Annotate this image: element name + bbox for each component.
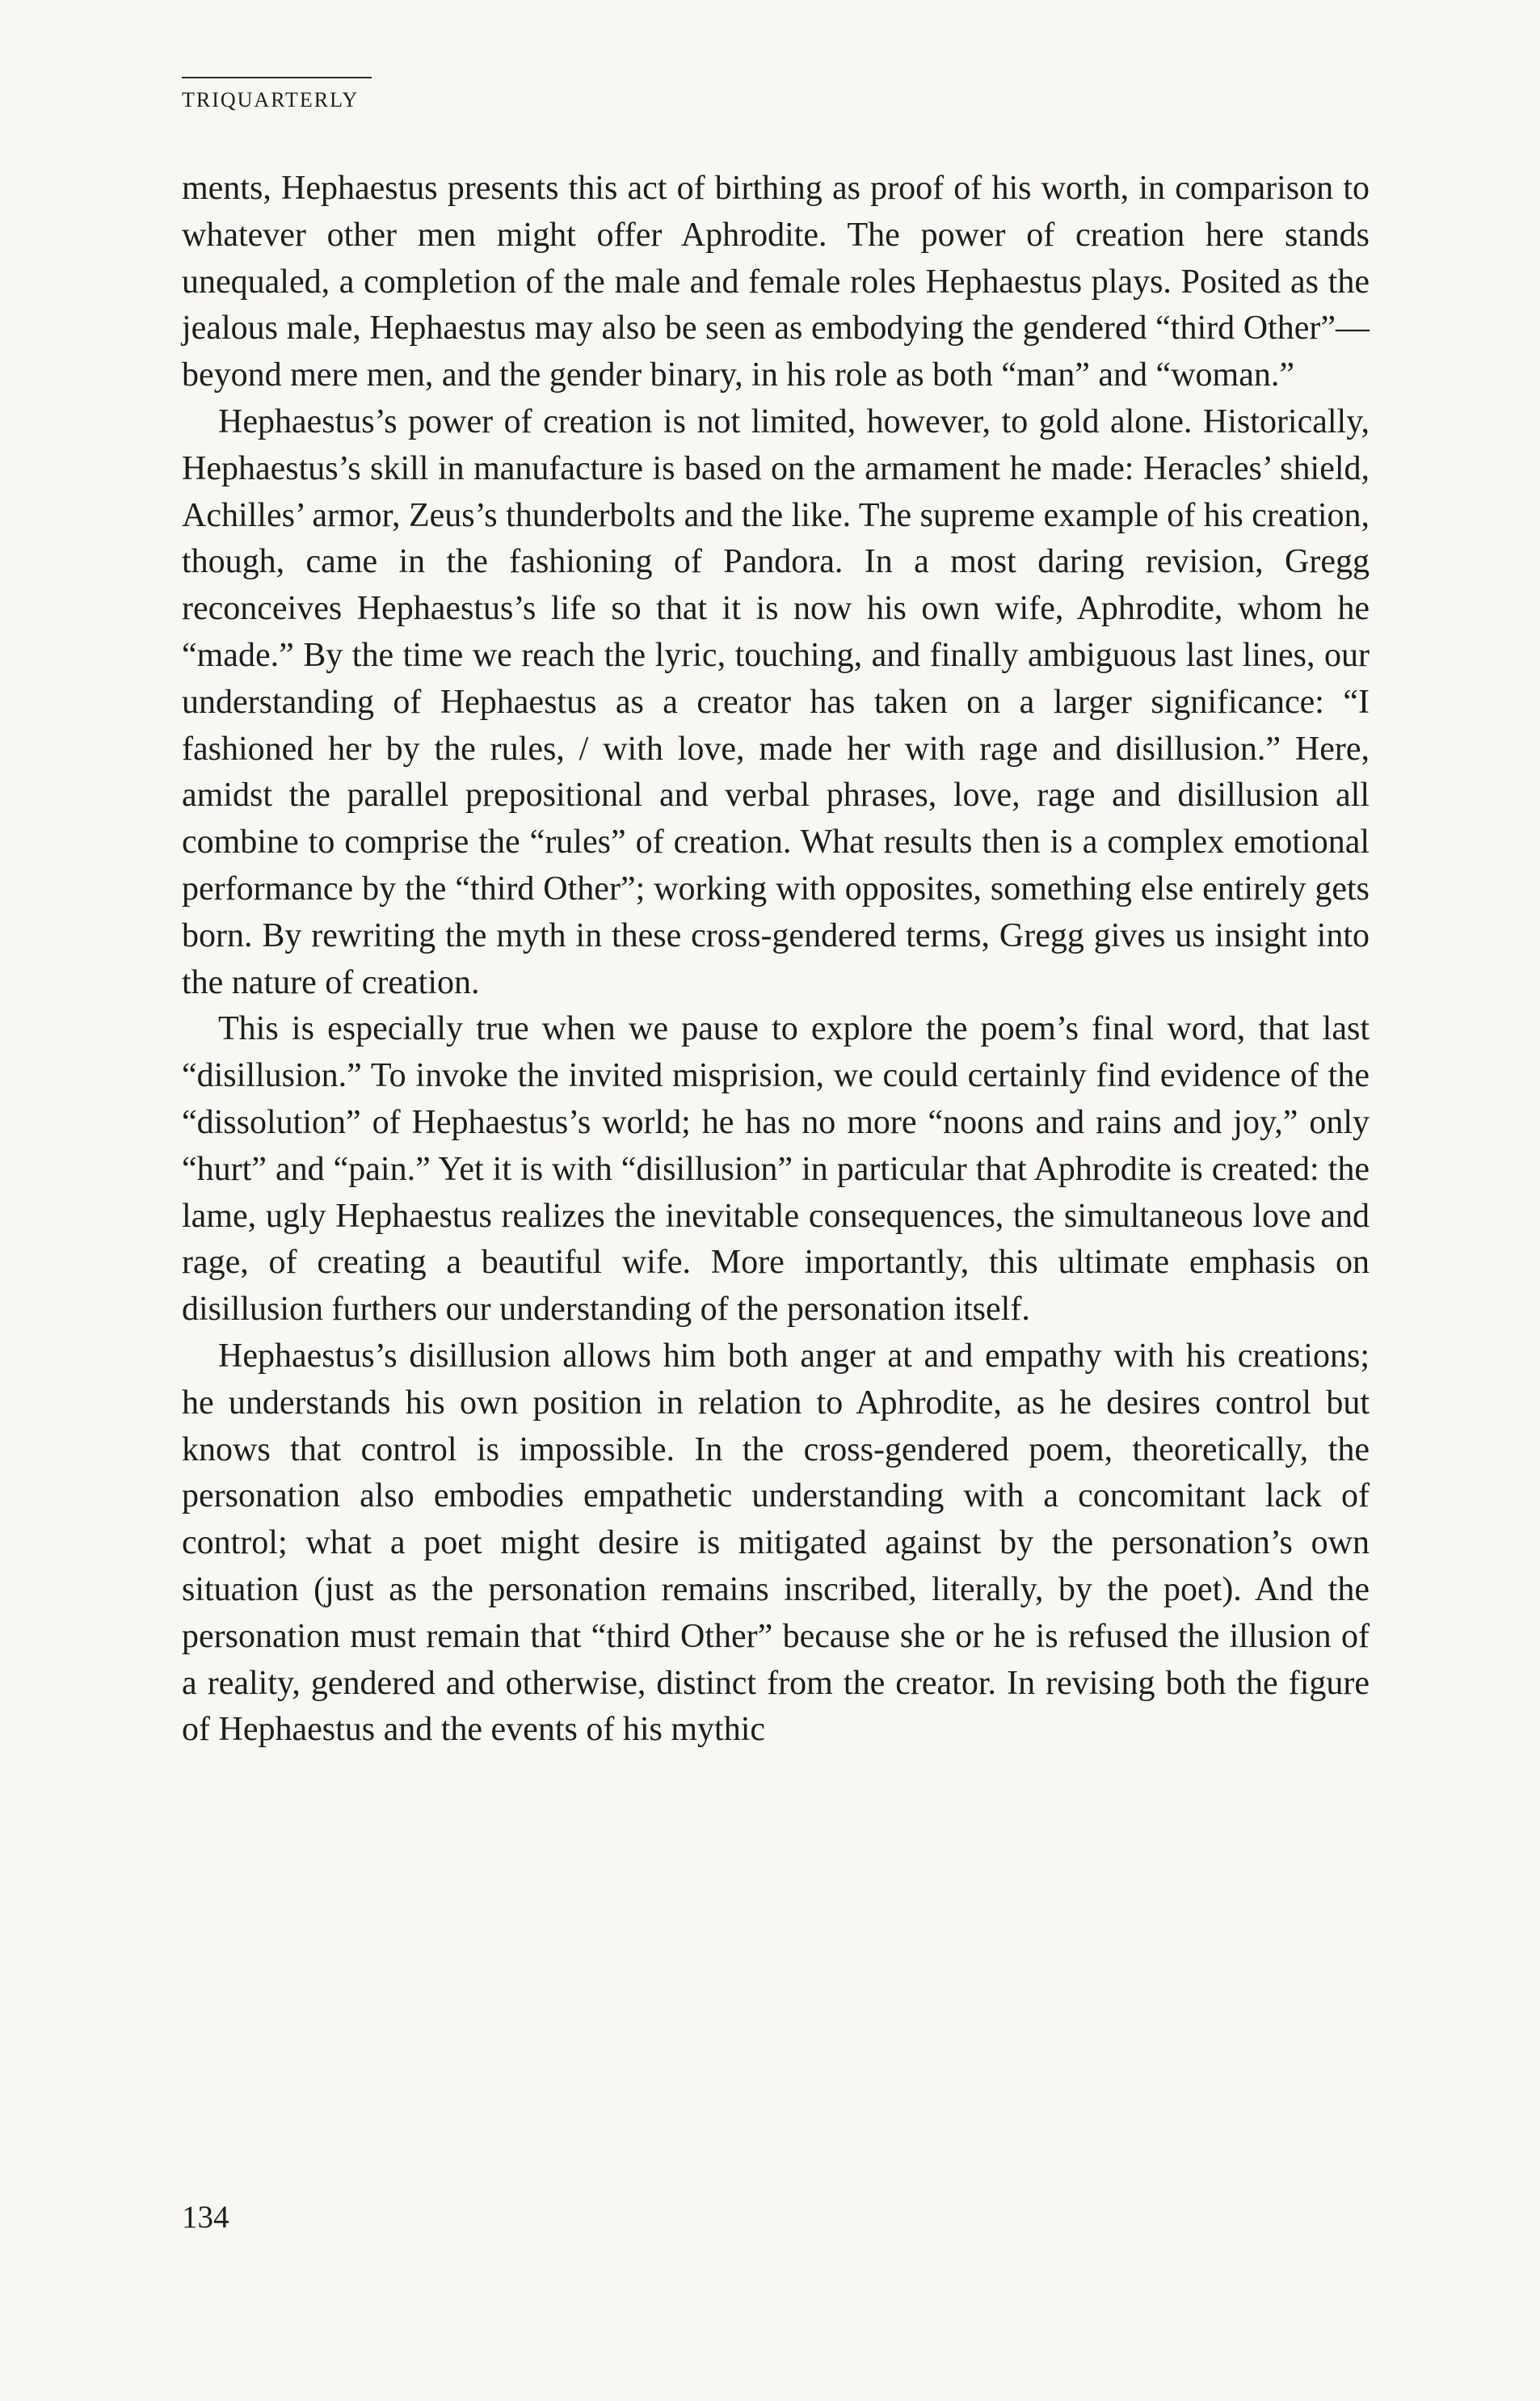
article-body [182,166,1370,1754]
page-number: 134 [182,2200,229,2235]
paragraph: This is especially true when we pause to explore the poem’s final word, that last “disillusion.” To invoke the invited misprision, we could certainly find evidence of the “dissolution” of Hephaestus’s world; he has no more “noons and rains and joy,” only “hurt” and “pain.” Yet it is with “disillusion” in particular that Aphrodite is created: the lame, ugly Hephaestus realizes the inevitable consequences, the simultaneous love and rage, of creating a beautiful wife. More importantly, this ultimate emphasis on disillusion furthers our understanding of the personation itself. [182,1010,1370,1329]
paragraph: Hephaestus’s disillusion allows him both anger at and empathy with his creations; he understands his own position in relation to Aphrodite, as he desires control but knows that control is impossible. In the cross-gendered poem, theoretically, the personation also embodies empathetic understanding with a concomitant lack of control; what a poet might desire is mitigated against by the personation’s own situation (just as the personation remains inscribed, literally, by the poet). And the personation must remain that “third Other” because she or he is refused the illusion of a reality, gendered and otherwise, distinct from the creator. In revising both the figure of Hephaestus and the events of his mythic [182,1337,1370,1749]
paragraph-continued: ments, Hephaestus presents this act of birthing as proof of his worth, in comparison to whatever other men might offer Aphrodite. The power of creation here stands unequaled, a completion of the male and female roles Hephaestus plays. Posited as the jealous male, Hephaestus may also be seen as embodying the gendered “third Other”—beyond mere men, and the gender binary, in his role as both “man” and “woman.” [182,170,1370,394]
header-rule [182,77,372,78]
running-head: TRIQUARTERLY [182,88,360,112]
paragraph: Hephaestus’s power of creation is not limited, however, to gold alone. Historically, Hephaestus’s skill in manufacture is based on the armament he made: Heracles’ shield, Achilles’ armor, Zeus’s thunderbolts and the like. The supreme example of his creation, though, came in the fashioning of Pandora. In a most daring revision, Gregg reconceives Hephaestus’s life so that it is now his own wife, Aphrodite, whom he “made.” By the time we reach the lyric, touching, and finally ambiguous last lines, our understanding of Hephaestus as a creator has taken on a larger significance: “I fashioned her by the rules, / with love, made her with rage and disillusion.” Here, amidst the parallel prepositional and verbal phrases, love, rage and disillusion all combine to comprise the “rules” of creation. What results then is a complex emotional performance by the “third Other”; working with opposites, something else entirely gets born. By rewriting the myth in these cross-gendered terms, Gregg gives us insight into the nature of creation. [182,402,1370,1001]
